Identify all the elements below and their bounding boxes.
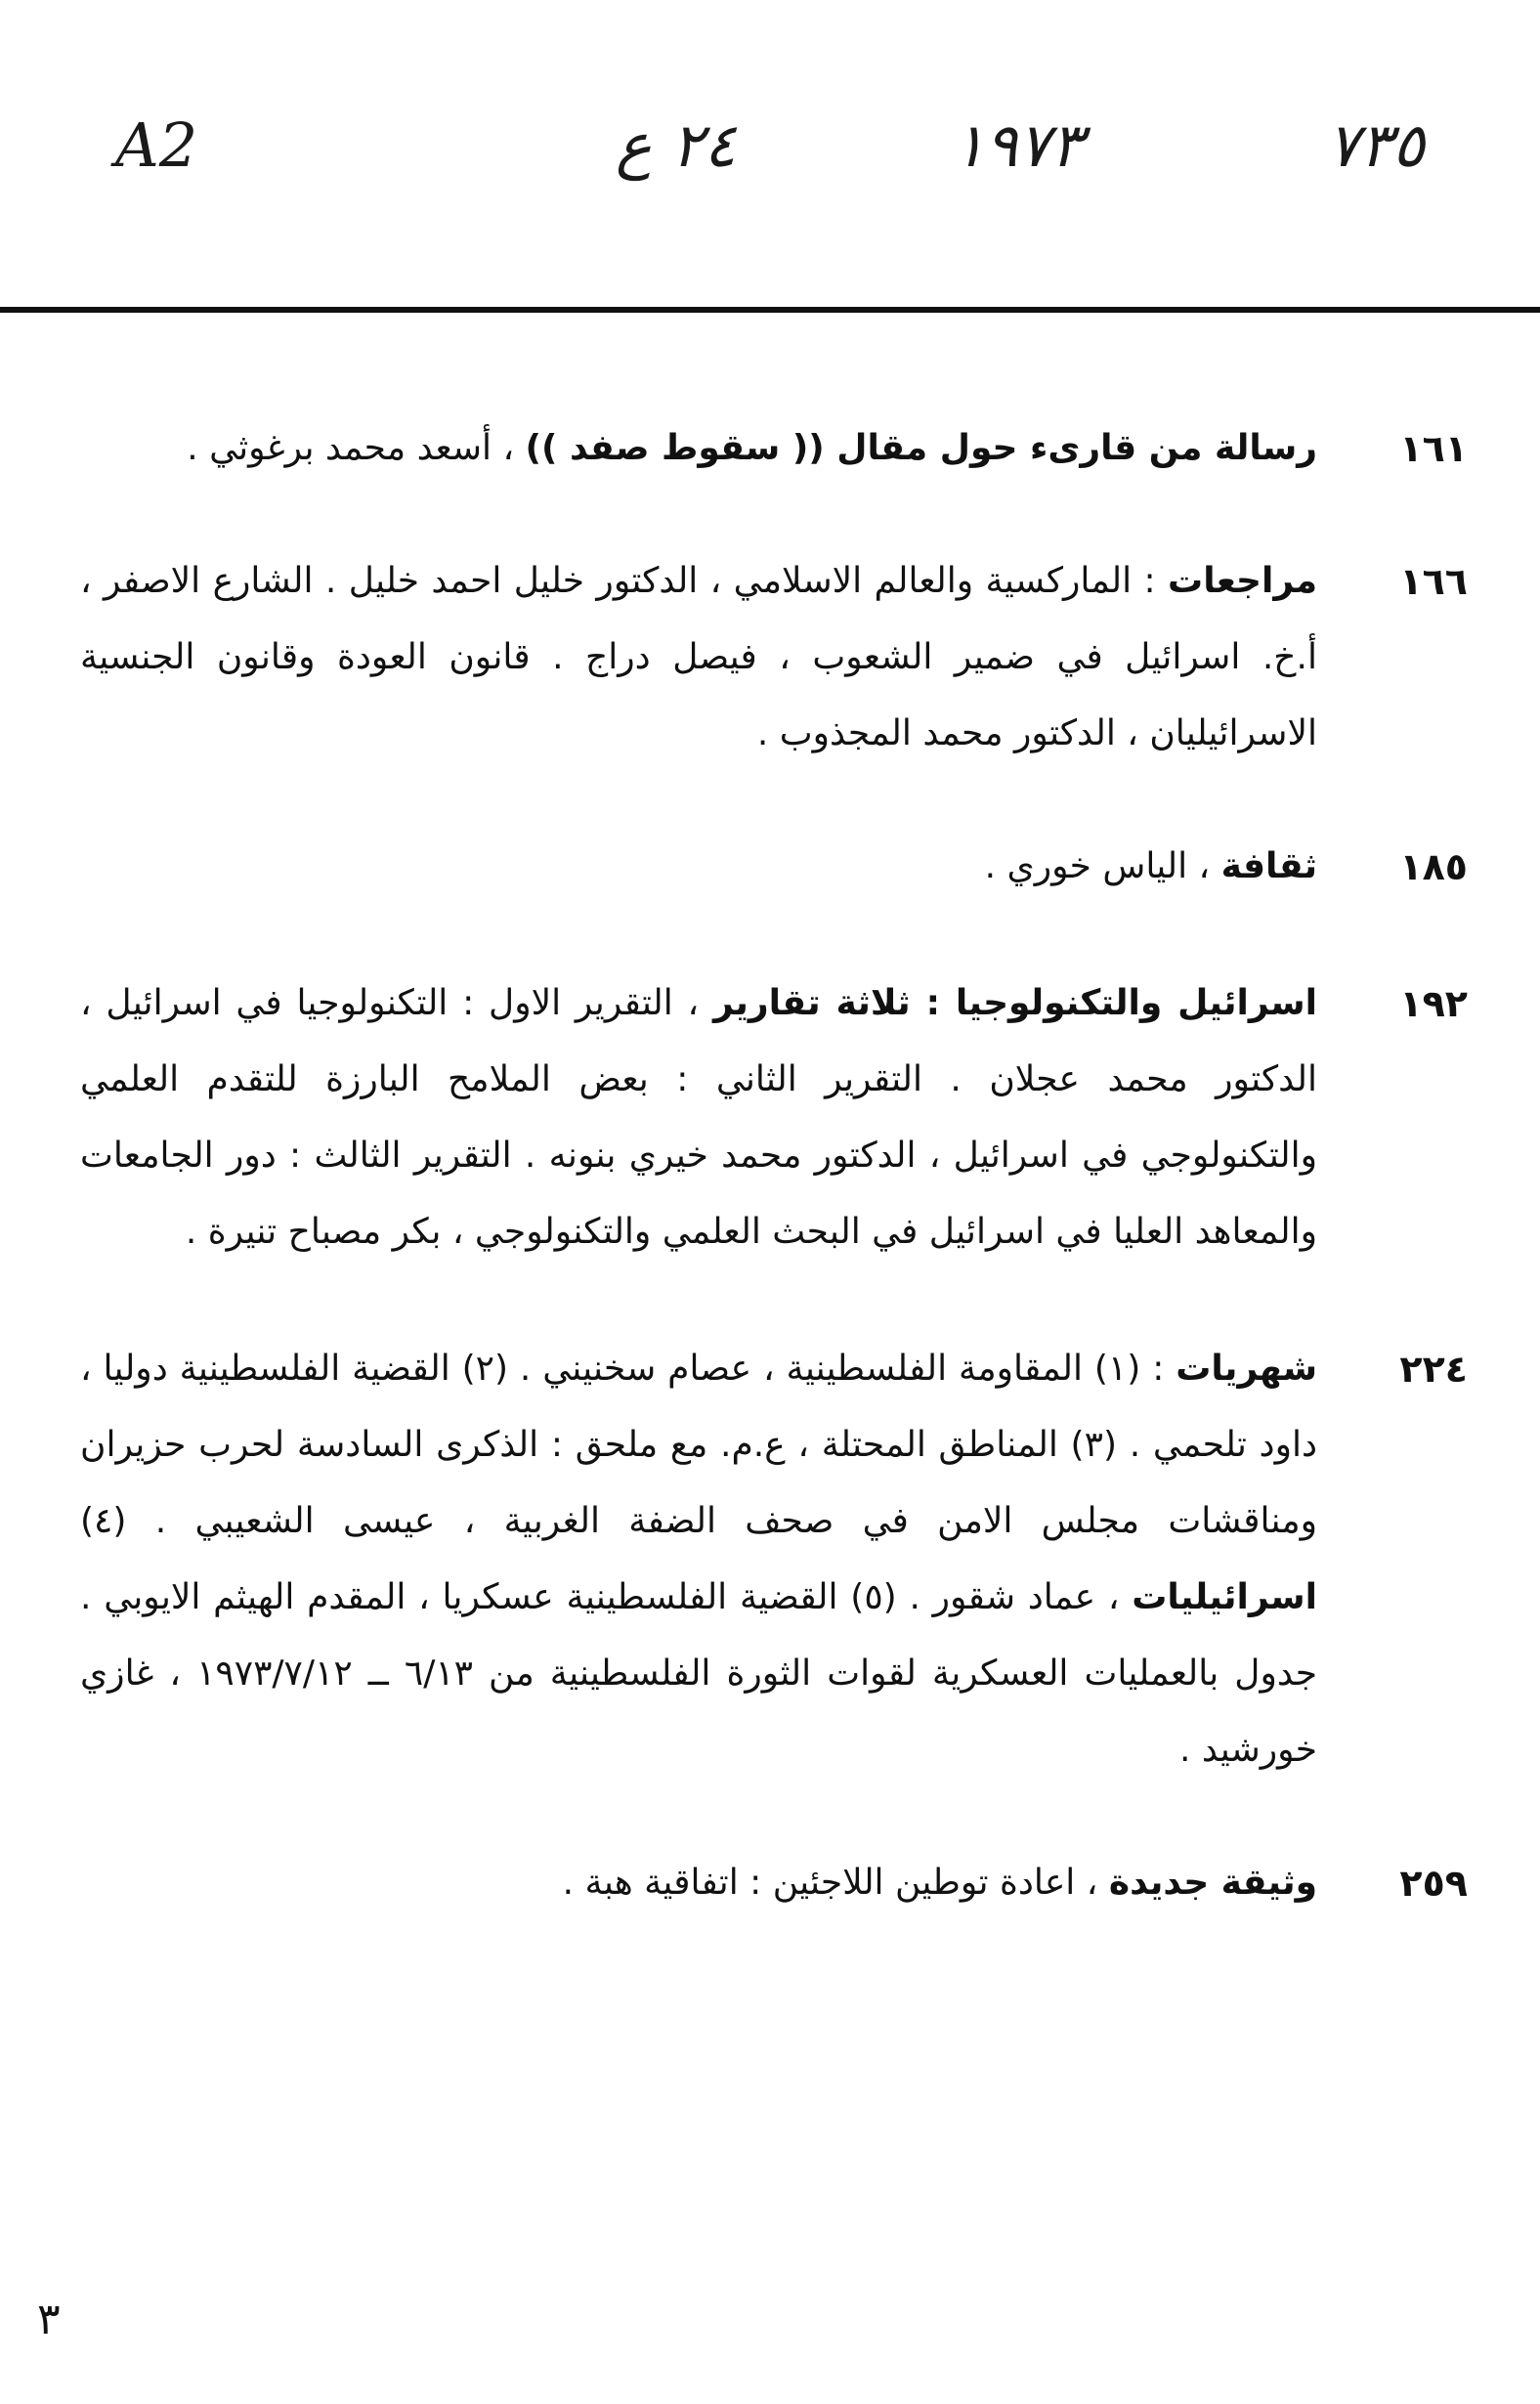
contents-entry bbox=[80, 1845, 1468, 1921]
entry-page-number: ١٨٥ bbox=[1399, 845, 1468, 888]
contents-list bbox=[80, 410, 1468, 1978]
contents-entry bbox=[80, 410, 1468, 487]
handwritten-code: A2 bbox=[115, 109, 198, 181]
entry-body: ، التقرير الاول : التكنولوجيا في اسرائيل ، الدكتور محمد عجلان . التقرير الثاني : بعض الملامح البارزة للتقدم العلمي والتكنولوجي في اسرائيل ، الدكتور محمد خيري بنونه . التقرير الثالث : دور الجامعات والمعاهد العليا في اسرائيل في البحث العلمي والتكنولوجي ، بكر مصباح تنيرة . bbox=[80, 983, 1317, 1252]
entry-page-number: ٢٥٩ bbox=[1399, 1862, 1468, 1905]
entry-text bbox=[80, 1845, 1317, 1921]
entry-page-number: ١٦٦ bbox=[1399, 560, 1468, 603]
contents-entry bbox=[80, 966, 1468, 1270]
entry-text bbox=[80, 543, 1317, 772]
entry-text bbox=[80, 966, 1317, 1270]
entry-text bbox=[80, 829, 1317, 905]
entry-page-number: ٢٢٤ bbox=[1399, 1348, 1468, 1391]
entry-body: : الماركسية والعالم الاسلامي ، الدكتور خليل احمد خليل . الشارع الاصفر ، أ.خ. اسرائيل في ضمير الشعوب ، فيصل دراج . قانون العودة وقانون الجنسية الاسرائيليان ، الدكتور محمد المجذوب . bbox=[80, 561, 1317, 753]
contents-entry bbox=[80, 543, 1468, 772]
entry-page-number: ١٩٢ bbox=[1399, 982, 1468, 1025]
handwritten-year: ١٩٧٣ bbox=[953, 109, 1084, 181]
entry-subtitle: اسرائيليات bbox=[1132, 1577, 1317, 1617]
page-number: ٣ bbox=[37, 2295, 61, 2344]
handwritten-number: ٧٣٥ bbox=[1327, 109, 1425, 181]
handwritten-date: ٢٤ ع bbox=[616, 109, 737, 181]
entry-page-number: ١٦١ bbox=[1399, 427, 1468, 470]
entry-body: : (١) المقاومة الفلسطينية ، عصام سخنيني . (٢) القضية الفلسطينية دوليا ، داود تلحمي . (٣) المناطق المحتلة ، ع.م. مع ملحق : الذكرى السادسة لحرب حزيران ومناقشات مجلس الامن في صحف الضفة الغربية ، عيسى الشعيبي . (٤) bbox=[80, 1349, 1318, 1541]
entry-body: ، أسعد محمد برغوثي . bbox=[187, 428, 515, 468]
entry-text bbox=[80, 410, 1317, 487]
entry-title: مراجعات bbox=[1168, 561, 1317, 601]
header-rule bbox=[0, 307, 1540, 313]
entry-title: اسرائيل والتكنولوجيا : ثلاثة تقارير bbox=[713, 983, 1318, 1023]
entry-title: وثيقة جديدة bbox=[1108, 1863, 1317, 1903]
entry-body: ، الياس خوري . bbox=[984, 846, 1211, 886]
contents-entry bbox=[80, 829, 1468, 905]
entry-text bbox=[80, 1331, 1317, 1788]
entry-body: ، اعادة توطين اللاجئين : اتفاقية هبة . bbox=[562, 1863, 1098, 1903]
contents-entry bbox=[80, 1331, 1468, 1788]
entry-title: ثقافة bbox=[1220, 846, 1317, 886]
entry-body: ، عماد شقور . (٥) القضية الفلسطينية عسكريا ، المقدم الهيثم الايوبي . جدول بالعمليات العسكرية لقوات الثورة الفلسطينية من ٦/١٣ ــ ١٩٧٣/٧/١٢ ، غازي خورشيد . bbox=[80, 1577, 1317, 1770]
entry-title: رسالة من قارىء حول مقال (( سقوط صفد )) bbox=[525, 428, 1317, 468]
entry-title: شهريات bbox=[1176, 1349, 1318, 1389]
